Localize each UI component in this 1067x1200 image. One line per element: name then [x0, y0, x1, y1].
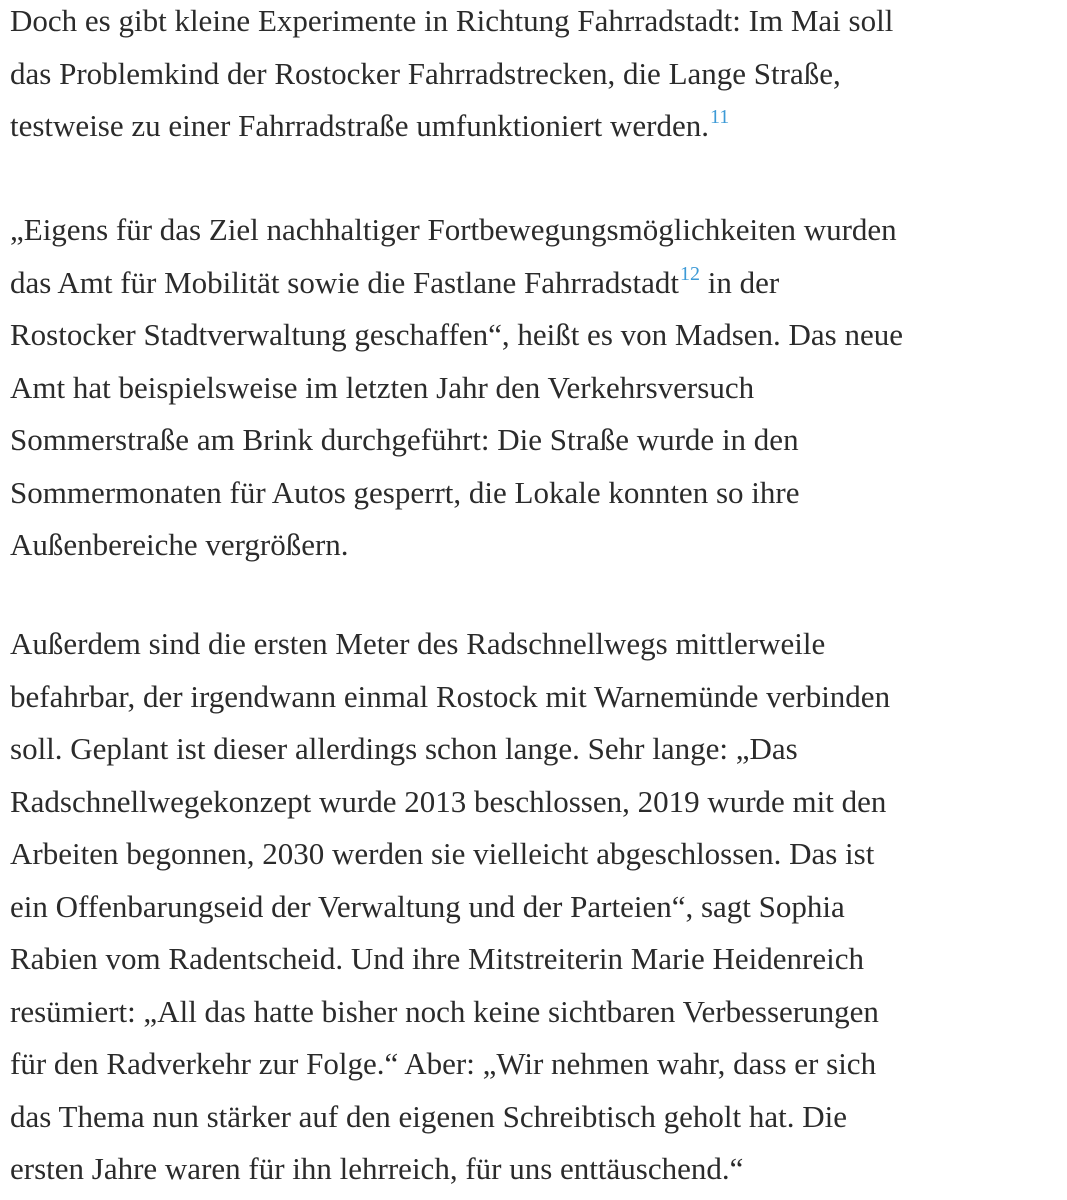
paragraph-line: Doch es gibt kleine Experimente in Richtung Fahrradstadt: Im Mai soll — [10, 3, 894, 38]
paragraph-line-text: das Amt für Mobilität sowie die Fastlane Fahrradstadt — [10, 264, 679, 300]
paragraph-line: Radschnellwegekonzept wurde 2013 beschlossen, 2019 wurde mit den — [10, 783, 887, 819]
paragraph-line: „Eigens für das Ziel nachhaltiger Fortbewegungsmöglichkeiten wurden — [10, 212, 897, 247]
paragraph-line: Sommermonaten für Autos gesperrt, die Lokale konnten so ihre — [10, 474, 800, 510]
paragraph-line: befahrbar, der irgendwann einmal Rostock mit Warnemünde verbinden — [10, 678, 891, 714]
paragraph-line: Arbeiten begonnen, 2030 werden sie vielleicht abgeschlossen. Das ist — [10, 836, 875, 871]
paragraph-amt-fuer-mobilitaet — [10, 204, 1060, 572]
paragraph-line: Außerdem sind die ersten Meter des Radschnellwegs mittlerweile — [10, 626, 826, 661]
paragraph-fahrradstrasse — [10, 0, 1060, 153]
paragraph-line: Rabien vom Radentscheid. Und ihre Mitstreiterin Marie Heidenreich — [10, 941, 864, 976]
paragraph-line — [10, 257, 1060, 310]
paragraph-line-text: in der — [699, 264, 780, 300]
paragraph-radschnellweg — [10, 618, 1060, 1196]
paragraph-line: Rostocker Stadtverwaltung geschaffen“, heißt es von Madsen. Das neue — [10, 317, 904, 352]
paragraph-line: resümiert: „All das hatte bisher noch keine sichtbaren Verbesserungen — [10, 993, 879, 1029]
paragraph-line: für den Radverkehr zur Folge.“ Aber: „Wir nehmen wahr, dass er sich — [10, 1046, 877, 1081]
paragraph-line: Sommerstraße am Brink durchgeführt: Die Straße wurde in den — [10, 422, 799, 457]
footnote-link-12[interactable]: 12 — [679, 262, 700, 285]
paragraph-line: das Thema nun stärker auf den eigenen Schreibtisch geholt hat. Die — [10, 1098, 848, 1134]
footnote-link-11[interactable]: 11 — [709, 106, 730, 128]
paragraph-line — [10, 100, 1060, 153]
paragraph-line: Außenbereiche vergrößern. — [10, 527, 349, 562]
paragraph-line: ersten Jahre waren für ihn lehrreich, für uns enttäuschend.“ — [10, 1151, 744, 1186]
paragraph-line: ein Offenbarungseid der Verwaltung und der Parteien“, sagt Sophia — [10, 888, 845, 924]
paragraph-line: soll. Geplant ist dieser allerdings schon lange. Sehr lange: „Das — [10, 731, 798, 766]
paragraph-line-text: testweise zu einer Fahrradstraße umfunktioniert werden. — [10, 108, 709, 143]
paragraph-line: das Problemkind der Rostocker Fahrradstrecken, die Lange Straße, — [10, 55, 841, 91]
paragraph-line: Amt hat beispielsweise im letzten Jahr den Verkehrsversuch — [10, 369, 755, 405]
